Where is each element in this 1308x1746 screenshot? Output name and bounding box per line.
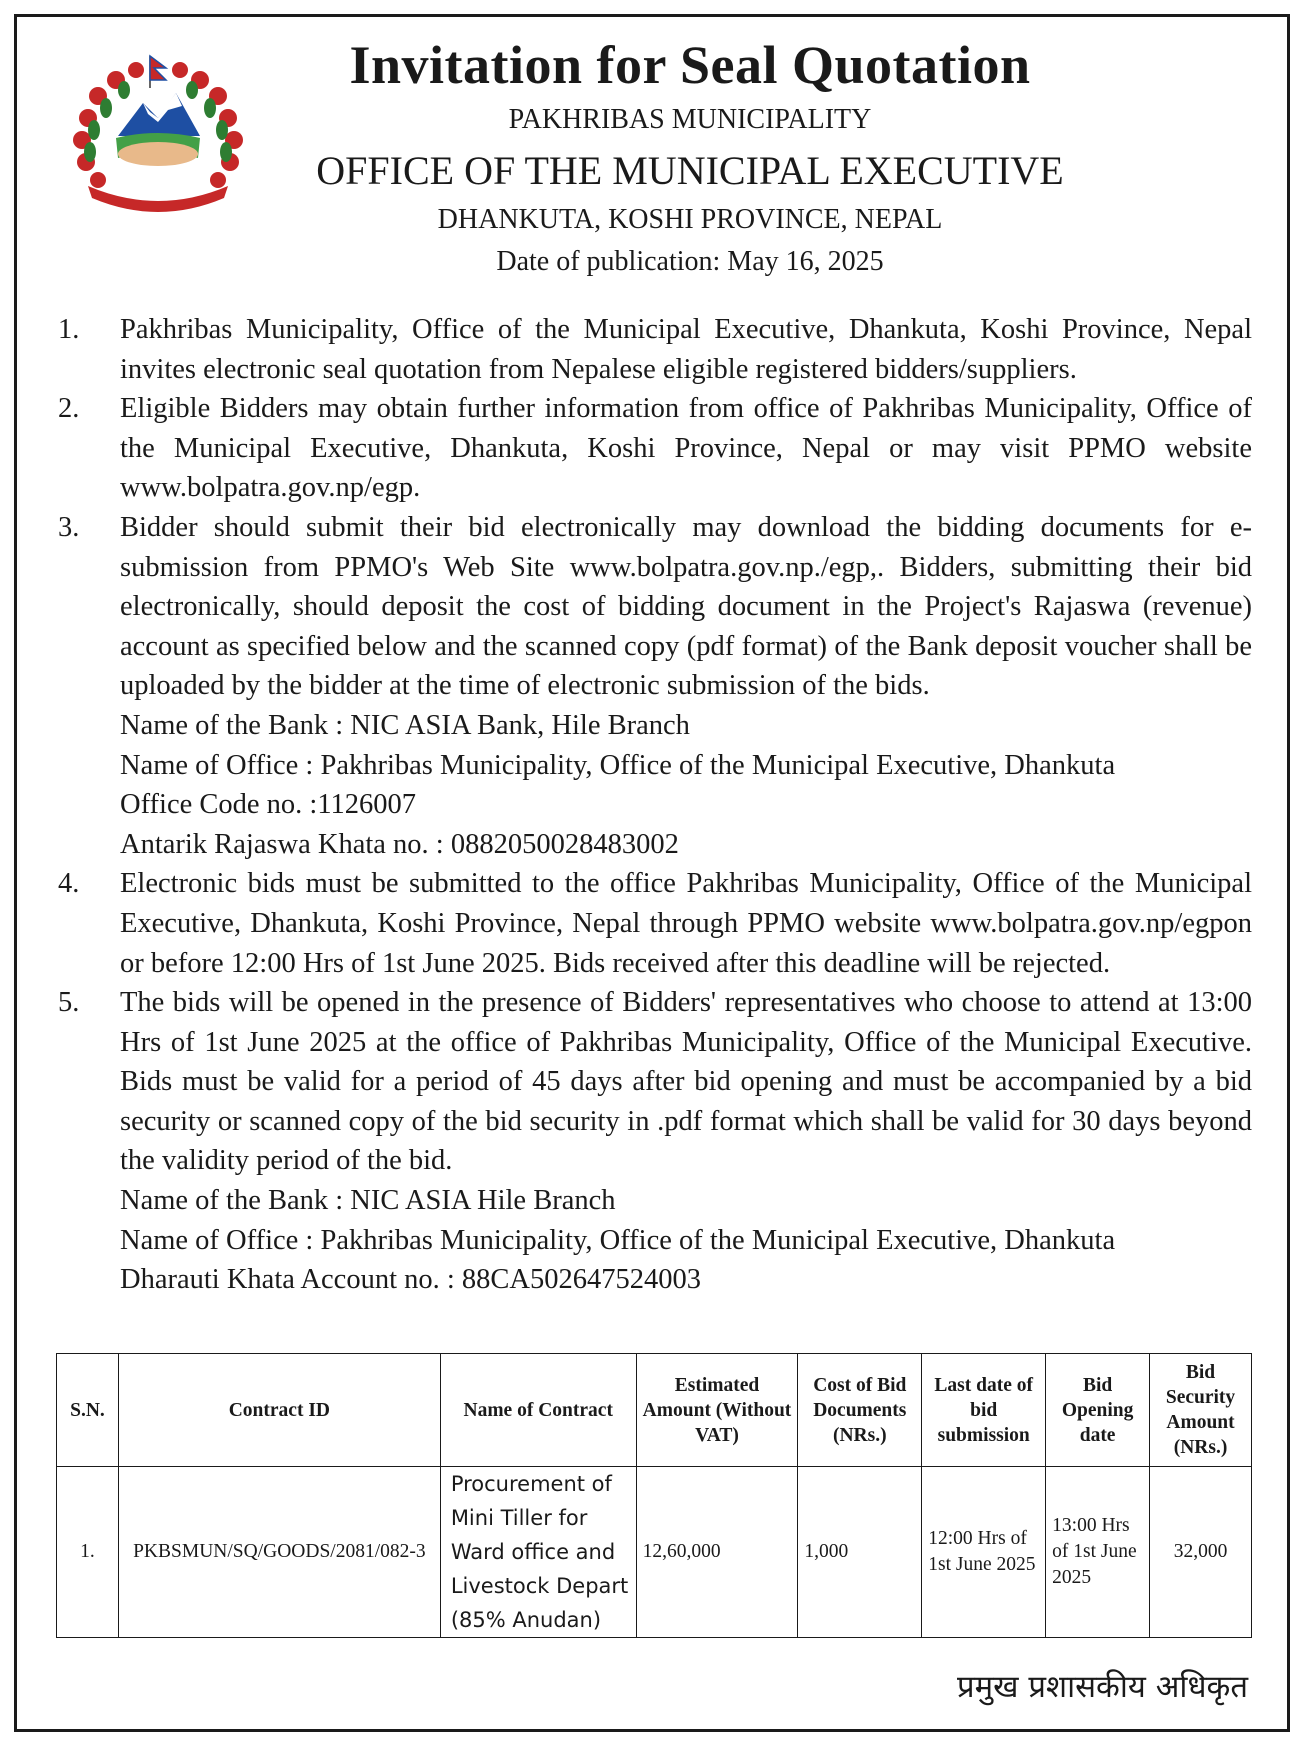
item-number: 3.: [58, 511, 80, 543]
item-text: Pakhribas Municipality, Office of the Municipal Executive, Dhankuta, Koshi Province, Nepal invites electronic seal quotation from Nepalese eligible registered bidders/suppliers.: [120, 314, 1252, 385]
column-header: Bid Security Amount (NRs.): [1150, 1354, 1252, 1467]
serial-number-cell: 1.: [57, 1467, 119, 1638]
column-header: Bid Opening date: [1046, 1354, 1150, 1467]
estimated-amount-cell: 12,60,000: [636, 1467, 798, 1638]
list-item: [56, 864, 1252, 983]
table-header-row: [57, 1354, 1252, 1467]
bank-name: Name of the Bank : NIC ASIA Hile Branch: [120, 1185, 616, 1217]
municipality-name: PAKHRIBAS MUNICIPALITY: [508, 104, 872, 135]
item-text: Eligible Bidders may obtain further information from office of Pakhribas Municipality, Office of the Municipal Executive, Dhankuta, Koshi Province, Nepal or may visit PPMO website www.bolpatra.gov.np/egp.: [120, 393, 1252, 504]
list-item: [56, 310, 1252, 389]
publication-date: Date of publication: May 16, 2025: [496, 246, 884, 277]
bid-security-cell: 32,000: [1150, 1467, 1252, 1638]
list-item: [56, 389, 1252, 508]
revenue-account: Antarik Rajaswa Khata no. : 0882050028483002: [120, 828, 679, 860]
notice-body: [56, 310, 1252, 1300]
office-name: OFFICE OF THE MUNICIPAL EXECUTIVE: [316, 148, 1064, 193]
opening-date-cell: 13:00 Hrs of 1st June 2025: [1046, 1467, 1150, 1638]
column-header: Contract ID: [118, 1354, 440, 1467]
office-code: Office Code no. :1126007: [120, 789, 417, 821]
contract-name-cell: Procurement of Mini Tiller for Ward office and Livestock Depart (85% Anudan): [440, 1467, 636, 1638]
signature-title: प्रमुख प्रशासकीय अधिकृत: [956, 1669, 1248, 1705]
contract-id-cell: PKBSMUN/SQ/GOODS/2081/082-3: [118, 1467, 440, 1638]
notice-title: Invitation for Seal Quotation: [349, 35, 1031, 95]
column-header: Cost of Bid Documents (NRs.): [798, 1354, 922, 1467]
office-name-detail: Name of Office : Pakhribas Municipality, Office of the Municipal Executive, Dhankuta: [120, 749, 1116, 781]
list-item: [56, 983, 1252, 1181]
item-text: Electronic bids must be submitted to the office Pakhribas Municipality, Office of the Municipal Executive, Dhankuta, Koshi Province, Nepal through PPMO website www.bolpatra.gov.np/egpon or before 12:00 Hrs of 1st June 2025. Bids received after this deadline will be rejected.: [120, 868, 1252, 979]
column-header: Estimated Amount (Without VAT): [636, 1354, 798, 1467]
office-name-detail: Name of Office : Pakhribas Municipality, Office of the Municipal Executive, Dhankuta: [120, 1224, 1116, 1256]
item-number: 4.: [58, 868, 80, 900]
column-header: S.N.: [57, 1354, 119, 1467]
list-item: [56, 508, 1252, 706]
column-header: Last date of bid submission: [922, 1354, 1046, 1467]
column-header: Name of Contract: [440, 1354, 636, 1467]
item-number: 5.: [58, 987, 80, 1019]
deposit-account: Dharauti Khata Account no. : 88CA502647524003: [120, 1264, 701, 1296]
office-location: DHANKUTA, KOSHI PROVINCE, NEPAL: [437, 204, 943, 235]
item-number: 1.: [58, 314, 80, 345]
bank-name: Name of the Bank : NIC ASIA Bank, Hile Branch: [120, 709, 690, 741]
item-text: The bids will be opened in the presence of Bidders' representatives who choose to attend at 13:00 Hrs of 1st June 2025 at the office of Pakhribas Municipality, Office of the Municipal Executive. Bids must be valid for a period of 45 days after bid opening and must be accompanied by a bid security or scanned copy of the bid security in .pdf format which shall be valid for 30 days beyond the validity period of the bid.: [120, 987, 1252, 1177]
submission-deadline-cell: 12:00 Hrs of 1st June 2025: [922, 1467, 1046, 1638]
bid-document-cost-cell: 1,000: [798, 1467, 922, 1638]
contract-table: [56, 1353, 1252, 1638]
item-text: Bidder should submit their bid electronically may download the bidding documents for e-submission from PPMO's Web Site www.bolpatra.gov.np./egp,. Bidders, submitting their bid electronically, should deposit the cost of bidding document in the Project's Rajaswa (revenue) account as specified below and the scanned copy (pdf format) of the Bank deposit voucher shall be uploaded by the bidder at the time of electronic submission of the bids.: [120, 511, 1252, 702]
table-row: [57, 1467, 1252, 1638]
item-number: 2.: [58, 393, 80, 425]
